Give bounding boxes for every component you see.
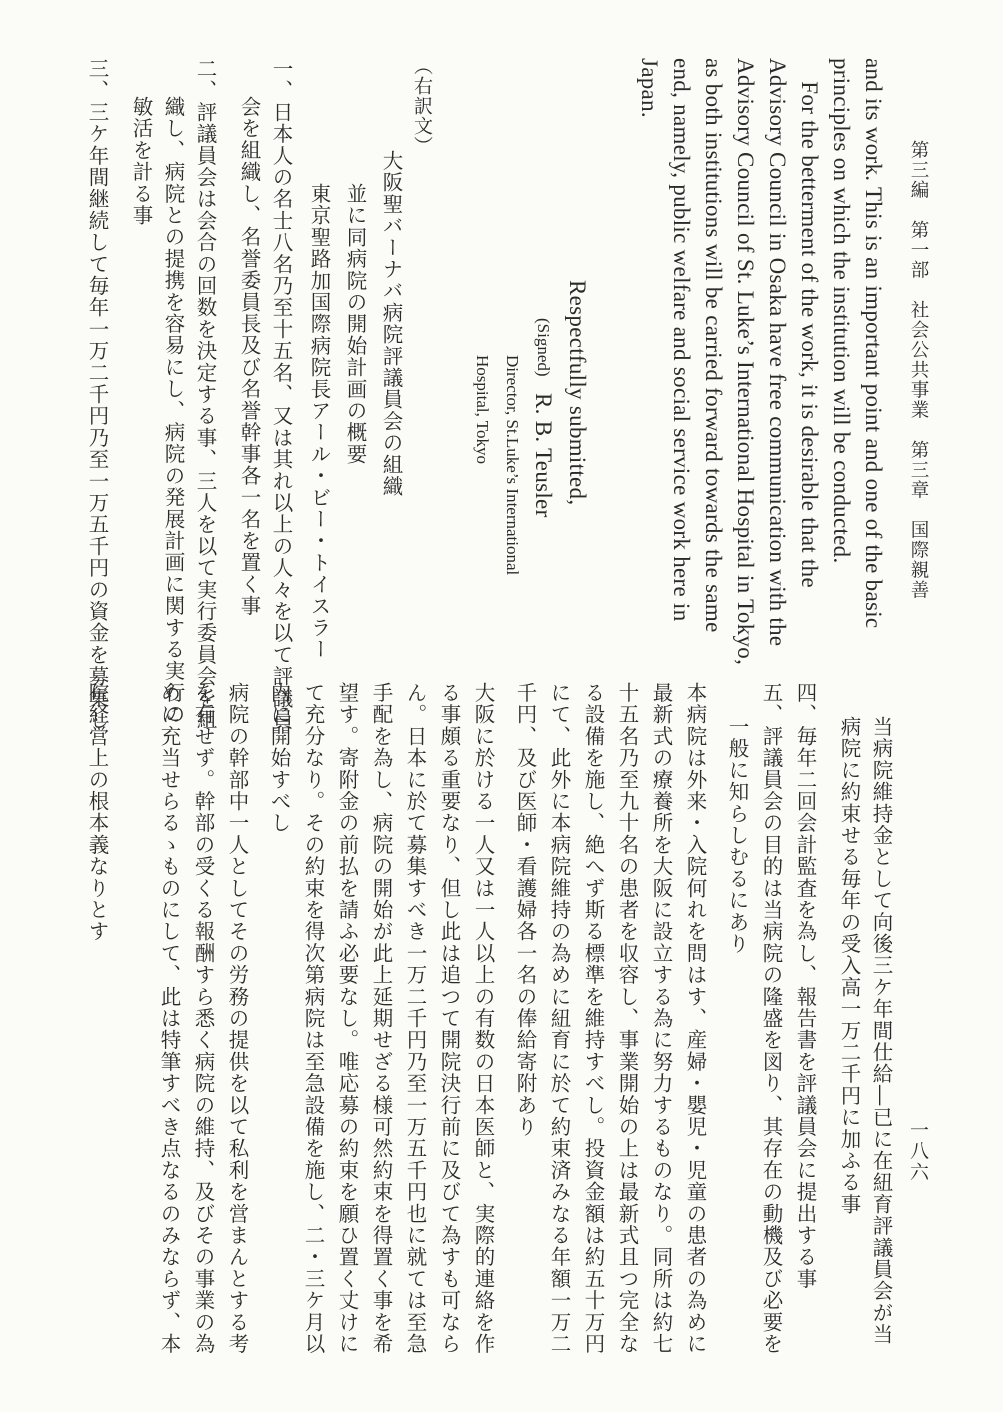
translation-item-line: 敏活を計る事 [129,96,153,227]
running-head: 第三編 第一部 社会公共事業 第三章 国際親善 [908,140,929,600]
english-line: end, namely, public welfare and social service work here in [669,58,694,622]
english-line: principles on which the institution will be conducted. [829,58,854,564]
english-line: Advisory Council of St. Luke’s International Hospital in Tokyo, [733,58,758,666]
body-line: 四、毎年二回会計監査を為し、報告書を評議員会に提出する事 [793,682,817,1290]
translation-item-line: 一、日本人の名士八名乃至十五名、又は其れ以上の人々を以て評議員 [269,58,293,731]
translation-author: 東京聖路加国際病院長アール・ビー・トイスラー [307,183,331,661]
english-line: For the betterment of the work, it is desirable that the [797,58,822,588]
english-line: as both institutions will be carried forward towards the same [701,58,726,633]
body-line: 最新式の療養所を大阪に設立する為に努力するものなり。同所は約七 [649,682,673,1355]
body-line: 手配を為し、病院の開始が此上延期せざる様可然約束を得置く事を希 [369,682,393,1355]
signed-label: (Signed) [534,318,553,377]
body-line: 十五名乃至九十名の患者を収容し、事業開始の上は最新式且つ完全な [615,682,639,1355]
english-line: Advisory Council in Osaka have free communication with the [765,58,790,647]
body-line: 望す。寄附金の前払を請ふ必要なし。唯応募の約束を願ひ置く丈けに [335,682,359,1355]
translation-item-line: 三、三ケ年間継続して毎年一万二千円乃至一万五千円の資金を募集し [85,58,109,731]
body-line: 五、評議員会の目的は当病院の隆盛を図り、其存在の動機及び必要を [759,682,783,1355]
english-line: and its work. This is an important point and one of the basic [861,58,886,629]
body-line: 病院に約束せる毎年の受入高一万二千円に加ふる事 [837,716,861,1216]
closing-line: Respectfully submitted, [565,280,590,506]
signer-name: R. B. Teusler [531,392,556,518]
body-line: る事頗る重要なり、但し此は追つて開院決行前に及びて為すも可なら [437,682,461,1355]
page-number: 一八六 [907,1120,929,1183]
signature-line [532,318,555,517]
body-line: 一般に知らしむるにあり [725,716,749,955]
body-line: 本病院は外来・入院何れを問はす、産婦・嬰児・児童の患者の為めに [683,682,707,1355]
body-line: る設備を施し、絶へず斯る標準を維持すべし。投資金額は約五十万円 [581,682,605,1355]
body-line: めに充当せらるゝものにして、此は特筆すべき点なるのみならず、本 [157,682,181,1355]
english-line: Japan. [637,58,662,118]
body-line: 大阪に於ける一人又は一人以上の有数の日本医師と、実際的連絡を作 [471,682,495,1355]
translation-item-line: 会を組織し、名誉委員長及び名誉幹事各一名を置く事 [237,96,261,617]
body-line: 院経営上の根本義なりとす [85,682,109,943]
translation-item-line: 二、評議員会は会合の回数を決定する事、三人を以て実行委員会を組 [193,58,217,731]
translation-label: （右訳文） [411,56,433,156]
translation-subtitle: 並に同病院の開始計画の概要 [343,183,367,466]
signer-title-line2: Hospital, Tokyo [473,355,492,464]
signer-title-line1: Director, St.Luke’s International [503,355,522,576]
body-line: にて、此外に本病院維持の為めに紐育に於て約束済みなる年額一万二 [547,682,571,1355]
translation-title: 大阪聖バーナバ病院評議員会の組織 [379,150,403,498]
body-line: て充分なり。その約束を得次第病院は至急設備を施し、二・三ケ月以 [301,682,325,1355]
body-line: 当病院維持金として向後三ケ年間仕給―已に在紐育評議員会が当 [869,716,893,1346]
body-line: 病院の幹部中一人としてその労務の提供を以て私利を営まんとする考 [225,682,249,1355]
body-line: ん。日本に於て募集すべき一万二千円乃至一万五千円也に就ては至急 [403,682,427,1355]
body-line: 千円、及び医師・看護婦各一名の俸給寄附あり [513,682,537,1138]
body-line: を有せず。幹部の受くる報酬すら悉く病院の維持、及びその事業の為 [191,682,215,1355]
body-line: 内に開始すべし [267,682,291,834]
translation-item-line: 織し、病院との提携を容易にし、病院の発展計画に関する実行の [161,96,185,726]
